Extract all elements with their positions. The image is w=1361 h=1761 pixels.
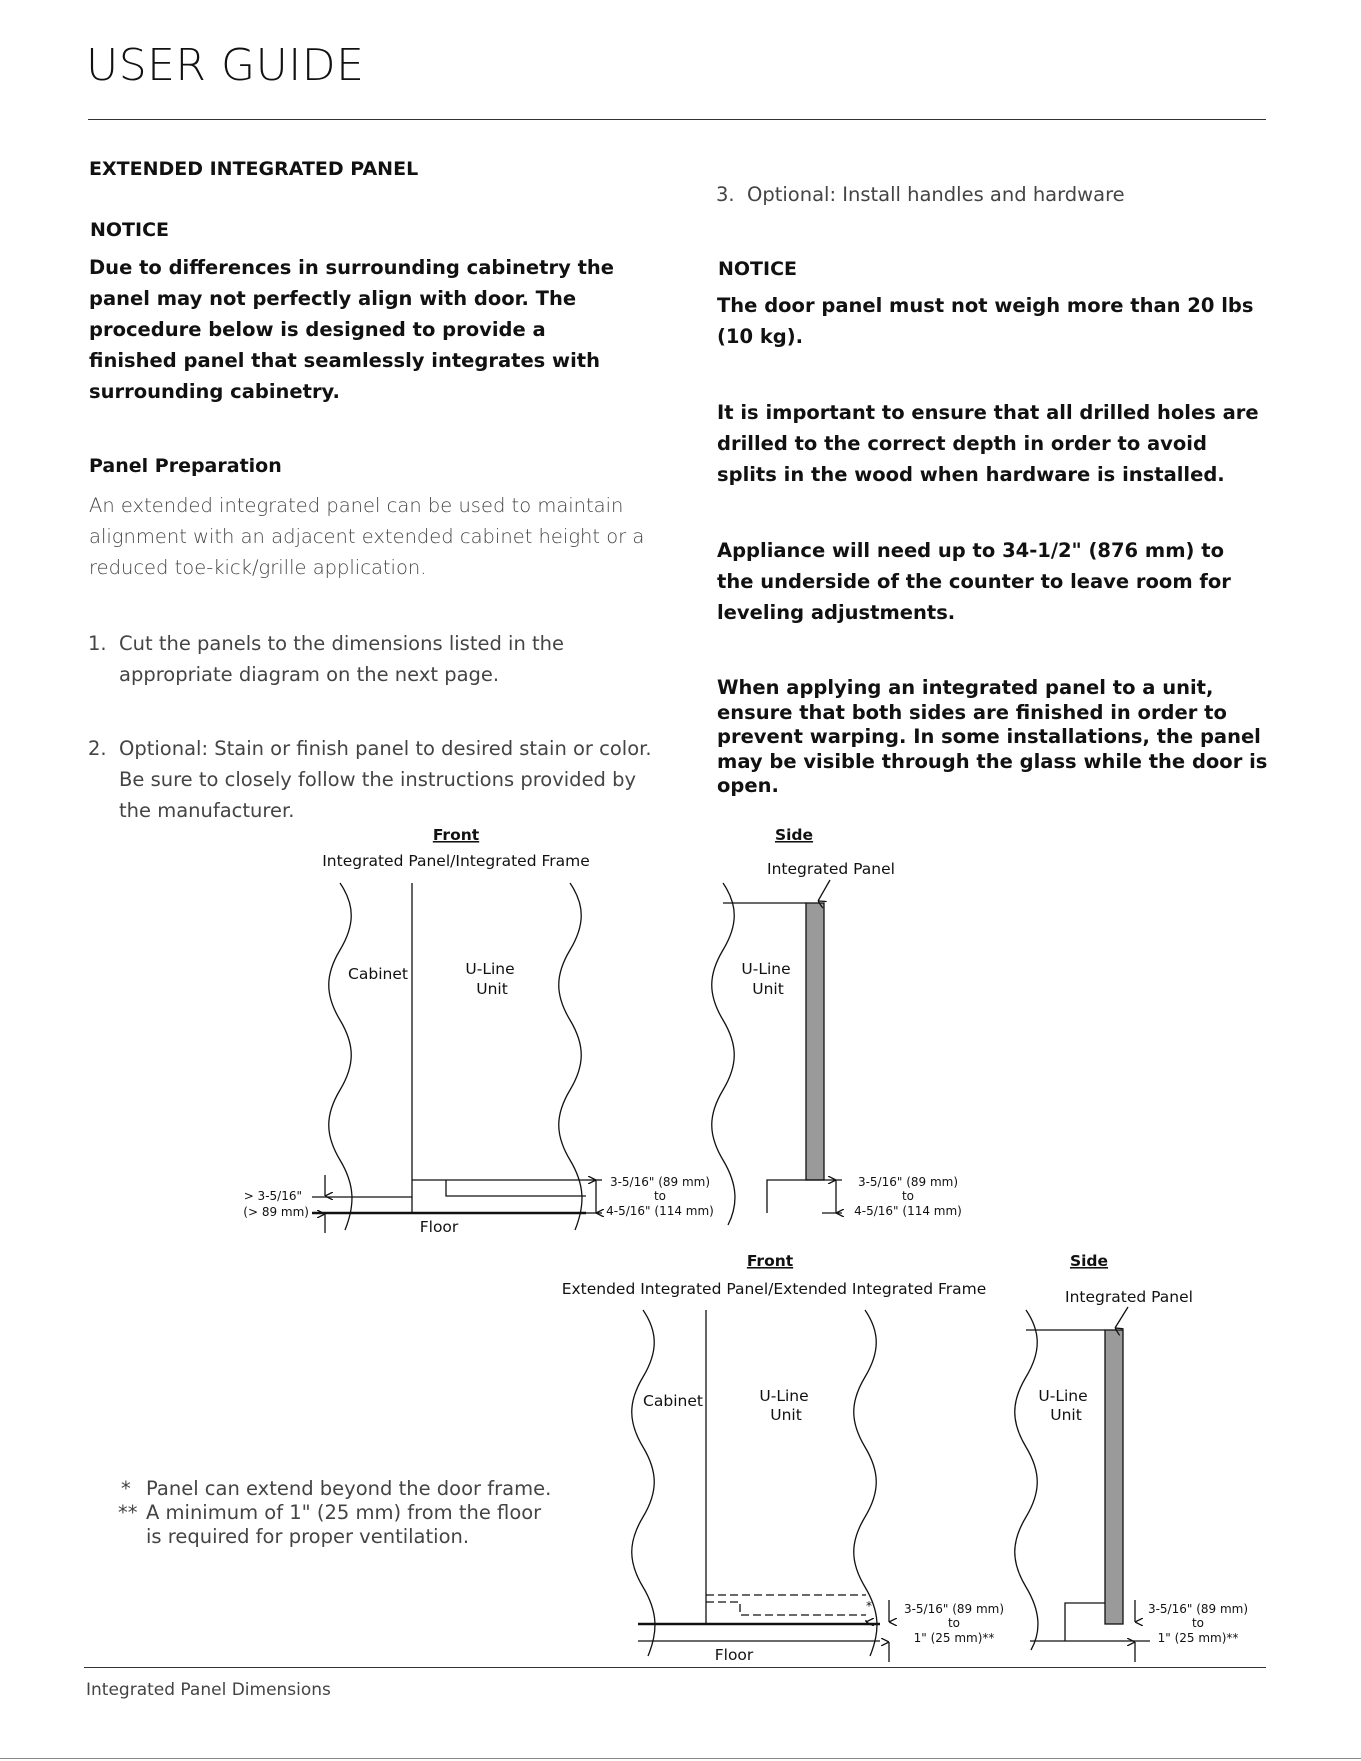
range-dimension: 4-5/16" (114 mm) bbox=[854, 1204, 962, 1218]
leader-line bbox=[1115, 1307, 1128, 1328]
prep-line: reduced toe-kick/grille application. bbox=[89, 556, 427, 579]
step-line: Optional: Stain or finish panel to desired stain or color. bbox=[119, 737, 652, 760]
range-dimension: 3-5/16" (89 mm) bbox=[903, 1602, 1005, 1616]
page-title: USER GUIDE bbox=[86, 40, 365, 91]
side-label: Side bbox=[774, 826, 814, 844]
front-label: Front bbox=[432, 826, 480, 844]
prep-line: An extended integrated panel can be used to maintain bbox=[89, 494, 624, 517]
range-dimension: 3-5/16" (89 mm) bbox=[1147, 1602, 1249, 1616]
min-dimension: (> 89 mm) bbox=[243, 1205, 309, 1219]
section-title: EXTENDED INTEGRATED PANEL bbox=[89, 158, 419, 180]
unit-label: U-Line bbox=[759, 1387, 809, 1405]
notice-line: ensure that both sides are finished in order to bbox=[717, 700, 1227, 724]
floor-label: Floor bbox=[419, 1218, 459, 1236]
footnote-text: Panel can extend beyond the door frame. bbox=[146, 1477, 552, 1500]
break-line-right bbox=[559, 883, 582, 1230]
notice-line: Due to differences in surrounding cabinetry the bbox=[89, 256, 615, 279]
step-number: 2. bbox=[88, 737, 107, 760]
asterisk-mark: * bbox=[866, 1599, 872, 1613]
unit-label: Unit bbox=[752, 980, 784, 998]
range-dimension: 3-5/16" (89 mm) bbox=[857, 1175, 959, 1189]
break-line-side bbox=[1015, 1310, 1038, 1650]
footnote-text: A minimum of 1" (25 mm) from the floor bbox=[146, 1501, 542, 1524]
notice-line: drilled to the correct depth in order to avoid bbox=[717, 432, 1207, 455]
footnotes bbox=[118, 1477, 578, 1557]
notice-line: may be visible through the glass while the door is bbox=[717, 749, 1268, 773]
cabinet-label: Cabinet bbox=[643, 1392, 703, 1410]
front-subtitle: Extended Integrated Panel/Extended Integrated Frame bbox=[561, 1280, 987, 1298]
unit-label: Unit bbox=[770, 1406, 802, 1424]
notice-line: leveling adjustments. bbox=[717, 601, 956, 624]
step-number: 1. bbox=[88, 632, 107, 655]
step-line: Cut the panels to the dimensions listed in the bbox=[119, 632, 565, 655]
prep-line: alignment with an adjacent extended cabinet height or a bbox=[89, 525, 645, 548]
notice-line: (10 kg). bbox=[717, 325, 804, 348]
range-dimension: to bbox=[901, 1189, 915, 1203]
step-line: the manufacturer. bbox=[119, 799, 295, 822]
front-label: Front bbox=[746, 1252, 794, 1270]
footnote-mark: * bbox=[121, 1477, 131, 1500]
side-subtitle: Integrated Panel bbox=[767, 860, 895, 878]
notice-line: Appliance will need up to 34-1/2" (876 mm) to bbox=[717, 539, 1224, 562]
side-kick bbox=[767, 1180, 824, 1213]
side-label: Side bbox=[1069, 1252, 1109, 1270]
range-dimension: to bbox=[1191, 1616, 1205, 1630]
notice-label: NOTICE bbox=[718, 258, 798, 280]
step-line: appropriate diagram on the next page. bbox=[119, 663, 500, 686]
range-dimension: to bbox=[653, 1189, 667, 1203]
integrated-panel bbox=[806, 903, 824, 1180]
notice-line: procedure below is designed to provide a bbox=[89, 318, 546, 341]
notice-line: prevent warping. In some installations, the panel bbox=[717, 725, 1261, 748]
unit-label: U-Line bbox=[465, 960, 515, 978]
min-dimension: > 3-5/16" bbox=[243, 1189, 302, 1203]
notice-line: When applying an integrated panel to a unit, bbox=[717, 676, 1214, 699]
step-number: 3. bbox=[716, 183, 735, 206]
side-kick bbox=[1065, 1603, 1105, 1641]
notice-line: surrounding cabinetry. bbox=[89, 380, 340, 403]
unit-label: U-Line bbox=[1038, 1387, 1088, 1405]
range-dimension: 3-5/16" (89 mm) bbox=[609, 1175, 711, 1189]
unit-label: U-Line bbox=[741, 960, 791, 978]
notice-label: NOTICE bbox=[90, 219, 170, 241]
step-line: Be sure to closely follow the instructions provided by bbox=[119, 768, 637, 791]
notice-line: the underside of the counter to leave room for bbox=[717, 570, 1231, 593]
range-dimension: 1" (25 mm)** bbox=[913, 1631, 995, 1645]
range-dimension: to bbox=[947, 1616, 961, 1630]
step-line: Optional: Install handles and hardware bbox=[747, 183, 1125, 206]
integrated-panel bbox=[1105, 1330, 1123, 1624]
cabinet-label: Cabinet bbox=[348, 965, 408, 983]
footer-caption: Integrated Panel Dimensions bbox=[86, 1680, 331, 1700]
notice-line: finished panel that seamlessly integrates with bbox=[89, 349, 600, 372]
notice-line: open. bbox=[717, 774, 779, 797]
break-line-left bbox=[329, 883, 352, 1230]
leader-line bbox=[818, 880, 830, 901]
break-line-left bbox=[632, 1310, 655, 1656]
page-edge bbox=[0, 1758, 1361, 1759]
range-dimension: 4-5/16" (114 mm) bbox=[606, 1204, 714, 1218]
prep-title: Panel Preparation bbox=[89, 455, 282, 477]
break-line-side bbox=[712, 883, 735, 1225]
notice-line: panel may not perfectly align with door. The bbox=[89, 287, 577, 310]
extended-notch bbox=[706, 1602, 866, 1615]
range-dimension: 1" (25 mm)** bbox=[1157, 1631, 1239, 1645]
unit-label: Unit bbox=[1050, 1406, 1082, 1424]
notice-line: It is important to ensure that all drilled holes are bbox=[717, 401, 1259, 424]
footnote-text: is required for proper ventilation. bbox=[146, 1525, 470, 1548]
notice-line: splits in the wood when hardware is installed. bbox=[717, 463, 1225, 486]
notice-line: The door panel must not weigh more than 20 lbs bbox=[717, 294, 1254, 317]
front-subtitle: Integrated Panel/Integrated Frame bbox=[322, 852, 590, 870]
side-subtitle: Integrated Panel bbox=[1065, 1288, 1193, 1306]
floor-label: Floor bbox=[714, 1646, 754, 1664]
panel-notch bbox=[446, 1180, 586, 1196]
footnote-mark: ** bbox=[118, 1501, 138, 1524]
footer-divider bbox=[84, 1667, 1266, 1668]
unit-label: Unit bbox=[476, 980, 508, 998]
